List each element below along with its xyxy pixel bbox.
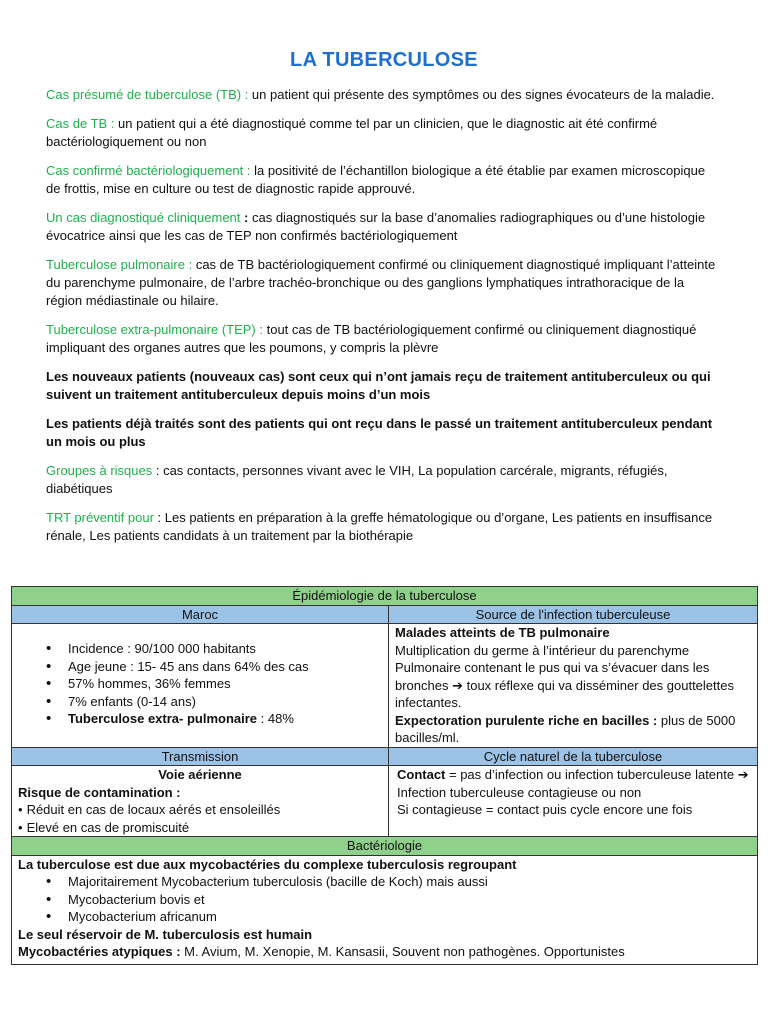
definition-separator: : (240, 210, 249, 225)
definition-cas-presume (46, 86, 722, 104)
list-item: • Mycobacterium africanum (68, 908, 751, 926)
source-line: toux réflexe qui va disséminer des gouttelettes infectantes. (395, 677, 734, 710)
expectoration-rest: plus de 5000 bacilles/ml. (395, 712, 736, 745)
contact-text: Infection tuberculeuse contagieuse ou non (397, 784, 642, 800)
definition-term: Un cas diagnostiqué cliniquement (46, 210, 241, 225)
table-header-maroc: Maroc (12, 605, 389, 624)
definition-text: un patient qui a été diagnostiqué comme tel par un clinicien, que le diagnostic ait été confirmé bactériologiquement ou non (46, 116, 658, 149)
definition-term: Tuberculose extra-pulmonaire (TEP) : (46, 322, 263, 337)
arrow-right-icon: ➔ (452, 677, 463, 693)
list-item: • Age jeune : 15- 45 ans dans 64% des cas (68, 658, 382, 676)
cycle-contact (397, 766, 751, 801)
paragraph-nouveaux-patients: Les nouveaux patients (nouveaux cas) sont ceux qui n’ont jamais reçu de traitement antituberculeux ou qui suivent un traitement antituberculeux depuis moins d’un mois (46, 369, 711, 402)
epidemiology-table (11, 586, 758, 965)
cell-bacteriologie (12, 855, 758, 964)
source-expectoration (395, 712, 751, 747)
maroc-list (18, 640, 382, 728)
list-item: • 7% enfants (0-14 ans) (68, 693, 382, 711)
table-header-bacteriologie: Bactériologie (12, 837, 758, 856)
definition-term: Cas de TB : (46, 116, 115, 131)
cycle-contagieuse: Si contagieuse = contact puis cycle encore une fois (397, 802, 693, 817)
definition-term: Cas confirmé bactériologiquement : (46, 163, 251, 178)
expectoration-bold: Expectoration purulente riche en bacilles : (395, 712, 658, 728)
cell-maroc (12, 624, 389, 748)
list-item: • 57% hommes, 36% femmes (68, 675, 382, 693)
definition-text: un patient qui présente des symptômes ou des signes évocateurs de la maladie. (248, 87, 715, 102)
definition-text: : cas contacts, personnes vivant avec le VIH, La population carcérale, migrants, réfugiés, diabétiques (46, 463, 668, 496)
cell-transmission (12, 766, 389, 837)
table-header-transmission: Transmission (12, 747, 389, 766)
arrow-right-icon: ➔ (737, 767, 749, 782)
risque-title: Risque de contamination : (18, 784, 181, 800)
definition-tb-pulmonaire (46, 256, 722, 310)
paragraph-patients-traites: Les patients déjà traités sont des patients qui ont reçu dans le passé un traitement antituberculeux pendant un mois ou plus (46, 416, 713, 449)
definitions-section (46, 86, 722, 545)
bacterio-list (18, 873, 751, 926)
list-item: • Réduit en cas de locaux aérés et ensoleillés (18, 801, 382, 819)
reservoir-text: Le seul réservoir de M. tuberculosis est humain (18, 926, 313, 942)
definition-text: cas de TB bactériologiquement confirmé ou cliniquement diagnostiqué impliquant l’atteinte du parenchyme pulmonaire, de l’arbre trachéo-bronchique ou des ganglions lymphatiques intrathoracique de la région médiastinale ou hilaire. (46, 257, 716, 308)
definition-cas-confirme (46, 162, 722, 198)
bacterio-intro: La tuberculose est due aux mycobactéries du complexe tuberculosis regroupant (18, 856, 517, 872)
definition-term: TRT préventif pour (46, 510, 154, 525)
definition-trt-preventif (46, 509, 722, 545)
definition-term: Tuberculose pulmonaire : (46, 257, 193, 272)
definition-cas-clinique (46, 209, 722, 245)
source-title: Malades atteints de TB pulmonaire (395, 625, 610, 640)
definition-tb-extra-pulmonaire (46, 321, 722, 357)
list-item: • Majoritairement Mycobacterium tuberculosis (bacille de Koch) mais aussi (68, 873, 751, 891)
definition-text: tout cas de TB bactériologiquement confirmé ou cliniquement diagnostiqué impliquant des organes autres que les poumons, y compris la plèvre (46, 322, 697, 355)
source-text (395, 642, 751, 712)
page-title: LA TUBERCULOSE (290, 49, 478, 71)
source-line: Pulmonaire contenant le pus qui va s’évacuer dans les bronches (395, 660, 710, 693)
cell-source (389, 624, 758, 748)
table-header-source: Source de l'infection tuberculeuse (389, 605, 758, 624)
contact-text: = pas d’infection ou infection tuberculeuse latente (445, 767, 738, 782)
voie-aerienne: Voie aérienne (158, 767, 242, 782)
list-item-rest: : 48% (257, 711, 294, 726)
definition-text: cas diagnostiqués sur la base d’anomalies radiographiques ou d’une histologie évocatrice ainsi que les cas de TEP non confirmés bactériologiquement (46, 210, 706, 243)
definition-term: Cas présumé de tuberculose (TB) : (46, 87, 249, 102)
list-item: • Incidence : 90/100 000 habitants (68, 640, 382, 658)
list-item (68, 710, 382, 728)
definition-term: Groupes à risques (46, 463, 153, 478)
list-item-bold: Tuberculose extra- pulmonaire (68, 711, 258, 726)
list-item: • Elevé en cas de promiscuité (18, 819, 382, 837)
table-header-cycle: Cycle naturel de la tuberculose (389, 747, 758, 766)
source-line: Multiplication du germe à l’intérieur du parenchyme (395, 642, 690, 658)
cell-cycle (389, 766, 758, 837)
atypiques-rest: M. Avium, M. Xenopie, M. Kansasii, Souvent non pathogènes. Opportunistes (180, 944, 625, 959)
definition-cas-tb (46, 115, 722, 151)
contact-bold: Contact (397, 767, 446, 782)
definition-groupes-risques (46, 462, 722, 498)
definition-text: : Les patients en préparation à la greffe hématologique ou d’organe, Les patients en insuffisance rénale, Les patients candidats à un traitement par la biothérapie (46, 510, 713, 543)
atypiques-bold: Mycobactéries atypiques : (18, 944, 181, 959)
table-header-epidemiologie: Épidémiologie de la tuberculose (12, 587, 758, 606)
definition-text: la positivité de l’échantillon biologique a été établie par examen microscopique de frottis, mise en culture ou test de diagnostic rapide approuvé. (46, 163, 706, 196)
list-item: • Mycobacterium bovis et (68, 891, 751, 909)
risque-list (18, 801, 382, 836)
atypiques-text (18, 943, 751, 961)
